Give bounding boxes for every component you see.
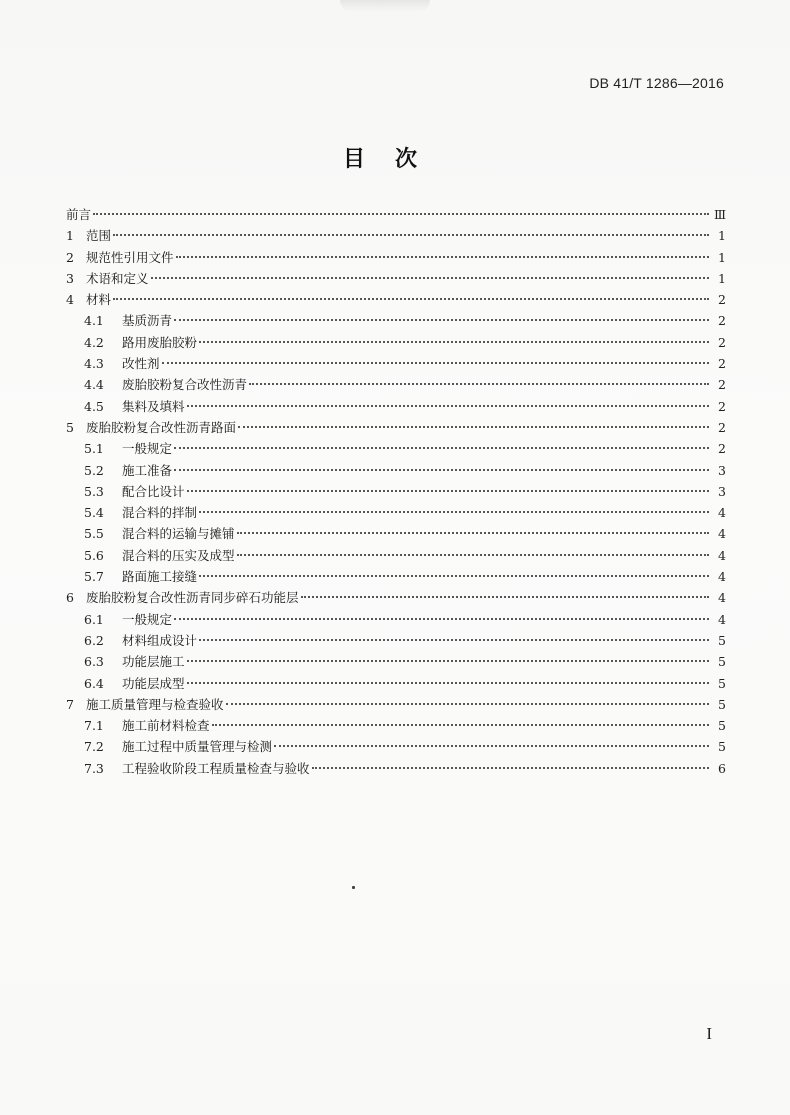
toc-dot-leader (199, 575, 709, 577)
toc-dot-leader (199, 511, 709, 513)
toc-entry[interactable] (66, 438, 726, 459)
toc-entry-number: 6.4 (84, 675, 104, 691)
toc-entry-page: 2 (718, 377, 726, 393)
toc-entry-page: 6 (718, 760, 726, 776)
toc-entry-label: 集料及填料 (122, 398, 185, 414)
toc-entry-label: 混合料的运输与摊铺 (122, 526, 235, 542)
toc-entry[interactable] (66, 523, 726, 544)
toc-entry-number: 5.4 (84, 505, 104, 521)
toc-entry-page: 4 (718, 547, 726, 563)
toc-entry-number: 4.5 (84, 398, 104, 414)
toc-entry[interactable] (66, 694, 726, 715)
page-title: 目次 (342, 147, 447, 172)
toc-entry[interactable] (66, 332, 726, 353)
toc-entry-page: 3 (718, 483, 726, 499)
toc-dot-leader (174, 618, 709, 620)
toc-entry-number: 4.2 (84, 334, 104, 350)
toc-entry[interactable] (66, 310, 726, 331)
toc-entry-label: 材料组成设计 (122, 632, 198, 648)
toc-entry-label: 施工准备 (122, 462, 173, 478)
toc-entry-page: 2 (718, 419, 726, 435)
toc-entry-label: 规范性引用文件 (86, 249, 174, 265)
toc-entry[interactable] (66, 481, 726, 502)
toc-entry-number: 6.2 (84, 632, 104, 648)
toc-dot-leader (174, 469, 709, 471)
toc-dot-leader (187, 660, 709, 662)
toc-entry-label: 施工前材料检查 (122, 718, 210, 734)
toc-entry[interactable] (66, 609, 726, 630)
toc-entry-number: 5.1 (84, 441, 104, 457)
toc-entry-label: 配合比设计 (122, 483, 185, 499)
toc-dot-leader (237, 532, 709, 534)
toc-entry-label: 基质沥青 (122, 313, 173, 329)
toc-entry[interactable] (66, 460, 726, 481)
toc-entry-page: 1 (718, 228, 726, 244)
toc-entry[interactable] (66, 353, 726, 374)
toc-entry-number: 4.1 (84, 313, 104, 329)
toc-dot-leader (199, 639, 709, 641)
toc-entry-number: 4.4 (84, 377, 104, 393)
toc-entry-label: 改性剂 (122, 356, 160, 372)
toc-dot-leader (212, 724, 709, 726)
toc-dot-leader (301, 596, 709, 598)
toc-dot-leader (151, 277, 709, 279)
toc-entry-label: 功能层施工 (122, 654, 185, 670)
toc-entry-page: 4 (718, 569, 726, 585)
toc-entry-number: 7 (66, 696, 74, 712)
toc-entry-number: 6.3 (84, 654, 104, 670)
toc-dot-leader (162, 362, 709, 364)
toc-entry[interactable] (66, 630, 726, 651)
toc-entry-page: 2 (718, 441, 726, 457)
toc-dot-leader (226, 703, 709, 705)
toc-entry-label: 一般规定 (122, 611, 173, 627)
toc-dot-leader (174, 447, 709, 449)
toc-entry-page: 2 (718, 334, 726, 350)
toc-entry-page: 3 (718, 462, 726, 478)
toc-entry[interactable] (66, 289, 726, 310)
toc-entry[interactable] (66, 736, 726, 757)
toc-entry-label: 施工过程中质量管理与检测 (122, 739, 273, 755)
toc-entry-number: 5.3 (84, 483, 104, 499)
toc-entry-number: 5.5 (84, 526, 104, 542)
toc-entry-label: 混合料的压实及成型 (122, 547, 235, 563)
toc-entry-label: 施工质量管理与检查验收 (86, 696, 224, 712)
toc-entry[interactable] (66, 651, 726, 672)
toc-entry[interactable] (66, 225, 726, 246)
toc-entry-page: 4 (718, 505, 726, 521)
toc-entry-number: 2 (66, 249, 74, 265)
toc-entry[interactable] (66, 268, 726, 289)
toc-entry-page: 1 (718, 270, 726, 286)
stray-ink-mark (352, 886, 355, 889)
toc-dot-leader (176, 256, 709, 258)
toc-dot-leader (174, 319, 709, 321)
toc-entry-label: 路用废胎胶粉 (122, 334, 198, 350)
toc-entry-label: 废胎胶粉复合改性沥青路面 (86, 419, 237, 435)
toc-entry-number: 7.2 (84, 739, 104, 755)
toc-entry[interactable] (66, 417, 726, 438)
toc-dot-leader (249, 383, 709, 385)
toc-entry-label: 功能层成型 (122, 675, 185, 691)
toc-entry[interactable] (66, 247, 726, 268)
toc-entry-number: 5.2 (84, 462, 104, 478)
toc-dot-leader (187, 490, 709, 492)
toc-dot-leader (237, 554, 709, 556)
toc-entry[interactable] (66, 396, 726, 417)
toc-entry-page: 5 (718, 739, 726, 755)
toc-entry-page: 4 (718, 526, 726, 542)
toc-entry-number: 7.1 (84, 718, 104, 734)
toc-entry-label: 废胎胶粉复合改性沥青 (122, 377, 248, 393)
toc-entry-label: 范围 (86, 228, 112, 244)
toc-entry-number: 4 (66, 292, 74, 308)
toc-entry-page: 1 (718, 249, 726, 265)
toc-entry-label: 术语和定义 (86, 270, 149, 286)
toc-entry-number: 3 (66, 270, 74, 286)
toc-entry-page: 2 (718, 313, 726, 329)
toc-entry-label: 前言 (66, 207, 92, 222)
table-of-contents (66, 204, 726, 779)
toc-dot-leader (199, 341, 709, 343)
toc-entry[interactable] (66, 502, 726, 523)
toc-entry[interactable] (66, 587, 726, 608)
toc-entry-page: 2 (718, 398, 726, 414)
toc-entry-number: 5.7 (84, 569, 104, 585)
toc-entry-number: 7.3 (84, 760, 104, 776)
toc-entry-label: 混合料的拌制 (122, 505, 198, 521)
toc-dot-leader (187, 682, 709, 684)
toc-entry-page: 2 (718, 356, 726, 372)
toc-entry-number: 1 (66, 228, 74, 244)
toc-entry-page: 2 (718, 292, 726, 308)
toc-entry[interactable] (66, 758, 726, 779)
toc-entry-page: 4 (718, 611, 726, 627)
toc-dot-leader (187, 405, 709, 407)
toc-dot-leader (113, 234, 709, 236)
toc-entry-page: 4 (718, 590, 726, 606)
toc-dot-leader (312, 767, 709, 769)
toc-entry-label: 路面施工接缝 (122, 569, 198, 585)
paper-crease (340, 0, 430, 12)
toc-entry[interactable] (66, 374, 726, 395)
toc-dot-leader (274, 745, 709, 747)
toc-entry[interactable] (66, 204, 726, 225)
footer-page-number: I (706, 1024, 712, 1043)
toc-entry[interactable] (66, 545, 726, 566)
toc-entry-number: 5 (66, 419, 74, 435)
toc-dot-leader (238, 426, 709, 428)
toc-entry-page: 5 (718, 696, 726, 712)
toc-entry-page: 5 (718, 718, 726, 734)
toc-dot-leader (93, 213, 709, 215)
standard-code: DB 41/T 1286—2016 (589, 75, 724, 91)
toc-entry-number: 4.3 (84, 356, 104, 372)
toc-entry-label: 工程验收阶段工程质量检查与验收 (122, 760, 310, 776)
toc-dot-leader (113, 298, 709, 300)
toc-entry[interactable] (66, 673, 726, 694)
toc-entry[interactable] (66, 566, 726, 587)
toc-entry-page: Ⅲ (713, 207, 726, 222)
toc-entry-number: 6 (66, 590, 74, 606)
toc-entry-number: 5.6 (84, 547, 104, 563)
toc-entry[interactable] (66, 715, 726, 736)
toc-entry-page: 5 (718, 675, 726, 691)
toc-entry-page: 5 (718, 654, 726, 670)
toc-entry-number: 6.1 (84, 611, 104, 627)
toc-entry-label: 废胎胶粉复合改性沥青同步碎石功能层 (86, 590, 299, 606)
toc-entry-label: 一般规定 (122, 441, 173, 457)
toc-entry-label: 材料 (86, 292, 112, 308)
toc-entry-page: 5 (718, 632, 726, 648)
